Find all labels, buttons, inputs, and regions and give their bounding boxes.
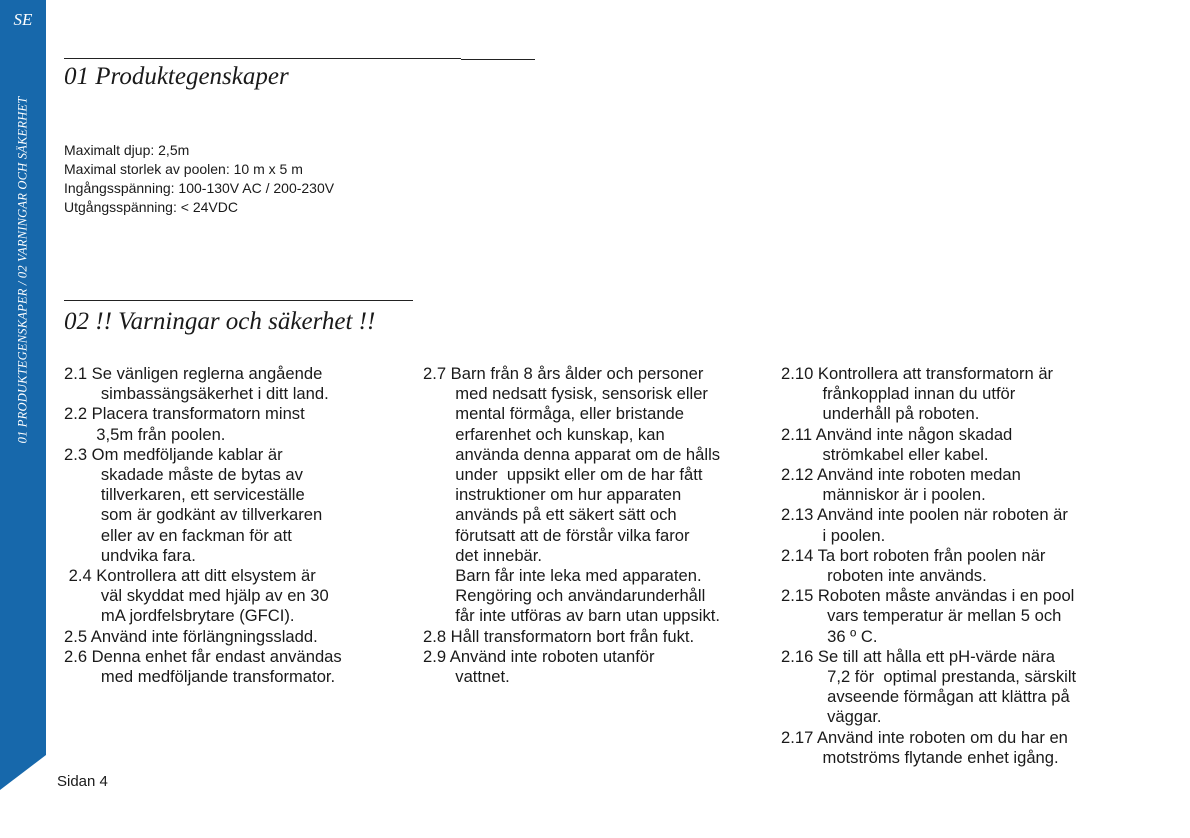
section1-rule-extension	[461, 59, 535, 60]
warning-line: avseende förmågan att klättra på	[781, 687, 1070, 707]
warnings-column-2	[423, 364, 720, 687]
warning-line: mA jordfelsbrytare (GFCI).	[64, 606, 295, 626]
warning-line: under uppsikt eller om de har fått	[423, 465, 703, 485]
warning-line: 2.6 Denna enhet får endast användas	[64, 646, 342, 666]
warning-line: i poolen.	[781, 525, 886, 545]
product-specs	[64, 141, 334, 217]
warning-line: vattnet.	[423, 667, 510, 687]
warning-line: 36 º C.	[781, 626, 878, 646]
warning-line: väl skyddat med hjälp av en 30	[64, 586, 329, 606]
spec-max-pool-size: Maximal storlek av poolen: 10 m x 5 m	[64, 161, 303, 177]
page-number: Sidan 4	[57, 773, 108, 790]
warning-line: 2.16 Se till att hålla ett pH-värde nära	[781, 646, 1055, 666]
warning-line: 2.4 Kontrollera att ditt elsystem är	[64, 566, 316, 586]
warning-line: med medföljande transformator.	[64, 667, 336, 687]
warning-line: 7,2 för optimal prestanda, särskilt	[781, 667, 1077, 687]
warning-line: 2.13 Använd inte poolen när roboten är	[781, 505, 1068, 525]
warning-line: det innebär.	[423, 545, 542, 565]
language-code: SE	[13, 10, 33, 29]
spec-max-depth: Maximalt djup: 2,5m	[64, 142, 190, 158]
warning-line: som är godkänt av tillverkaren	[64, 505, 323, 525]
warning-line: 2.8 Håll transformatorn bort från fukt.	[423, 626, 695, 646]
warning-line: får inte utföras av barn utan uppsikt.	[423, 606, 721, 626]
section1-heading: 01 Produktegenskaper	[64, 63, 289, 90]
spec-input-voltage: Ingångsspänning: 100-130V AC / 200-230V	[64, 180, 335, 196]
spec-output-voltage: Utgångsspänning: < 24VDC	[64, 199, 238, 215]
warning-line: mental förmåga, eller bristande	[423, 404, 685, 424]
warning-line: erfarenhet och kunskap, kan	[423, 424, 665, 444]
warning-line: Barn får inte leka med apparaten.	[423, 566, 702, 586]
warning-line: 2.3 Om medföljande kablar är	[64, 444, 283, 464]
warning-line: 2.11 Använd inte någon skadad	[781, 424, 1013, 444]
warning-line: simbassängsäkerhet i ditt land.	[64, 384, 329, 404]
warning-line: 2.14 Ta bort roboten från poolen när	[781, 545, 1046, 565]
warning-line: 2.15 Roboten måste användas i en pool	[781, 586, 1075, 606]
warning-line: 2.17 Använd inte roboten om du har en	[781, 727, 1068, 747]
sidebar-section-title: 01 PRODUKTEGENSKAPER / 02 VARNINGAR OCH SÄKERHET	[15, 96, 30, 444]
warning-line: människor är i poolen.	[781, 485, 986, 505]
warning-line: frånkopplad innan du utför	[781, 384, 1016, 404]
warning-line: 2.12 Använd inte roboten medan	[781, 465, 1021, 485]
section2-rule	[64, 300, 413, 301]
warning-line: används på ett säkert sätt och	[423, 505, 677, 525]
warning-line: Rengöring och användarunderhåll	[423, 586, 706, 606]
warnings-column-3	[781, 364, 1076, 768]
section1-rule	[64, 58, 461, 59]
warning-line: tillverkaren, ett serviceställe	[64, 485, 305, 505]
warning-line: underhåll på roboten.	[781, 404, 980, 424]
warning-line: strömkabel eller kabel.	[781, 444, 989, 464]
section2-heading: 02 !! Varningar och säkerhet !!	[64, 308, 376, 335]
warning-line: 2.10 Kontrollera att transformatorn är	[781, 364, 1054, 383]
warning-line: förutsatt att de förstår vilka faror	[423, 525, 690, 545]
warning-line: använda denna apparat om de hålls	[423, 444, 721, 464]
warnings-column-1	[64, 364, 342, 687]
warning-line: 2.1 Se vänligen reglerna angående	[64, 364, 323, 383]
warning-line: motströms flytande enhet igång.	[781, 747, 1059, 767]
warning-line: 2.9 Använd inte roboten utanför	[423, 646, 655, 666]
warning-line: vars temperatur är mellan 5 och	[781, 606, 1062, 626]
warning-line: med nedsatt fysisk, sensorisk eller	[423, 384, 708, 404]
warning-line: 2.7 Barn från 8 års ålder och personer	[423, 364, 704, 383]
warning-line: undvika fara.	[64, 545, 196, 565]
warning-line: 2.5 Använd inte förlängningssladd.	[64, 626, 318, 646]
warning-line: roboten inte används.	[781, 566, 987, 586]
warning-line: väggar.	[781, 707, 882, 727]
warning-line: 3,5m från poolen.	[64, 424, 226, 444]
warning-line: eller av en fackman för att	[64, 525, 292, 545]
warning-line: skadade måste de bytas av	[64, 465, 303, 485]
warning-line: instruktioner om hur apparaten	[423, 485, 682, 505]
warning-line: 2.2 Placera transformatorn minst	[64, 404, 305, 424]
